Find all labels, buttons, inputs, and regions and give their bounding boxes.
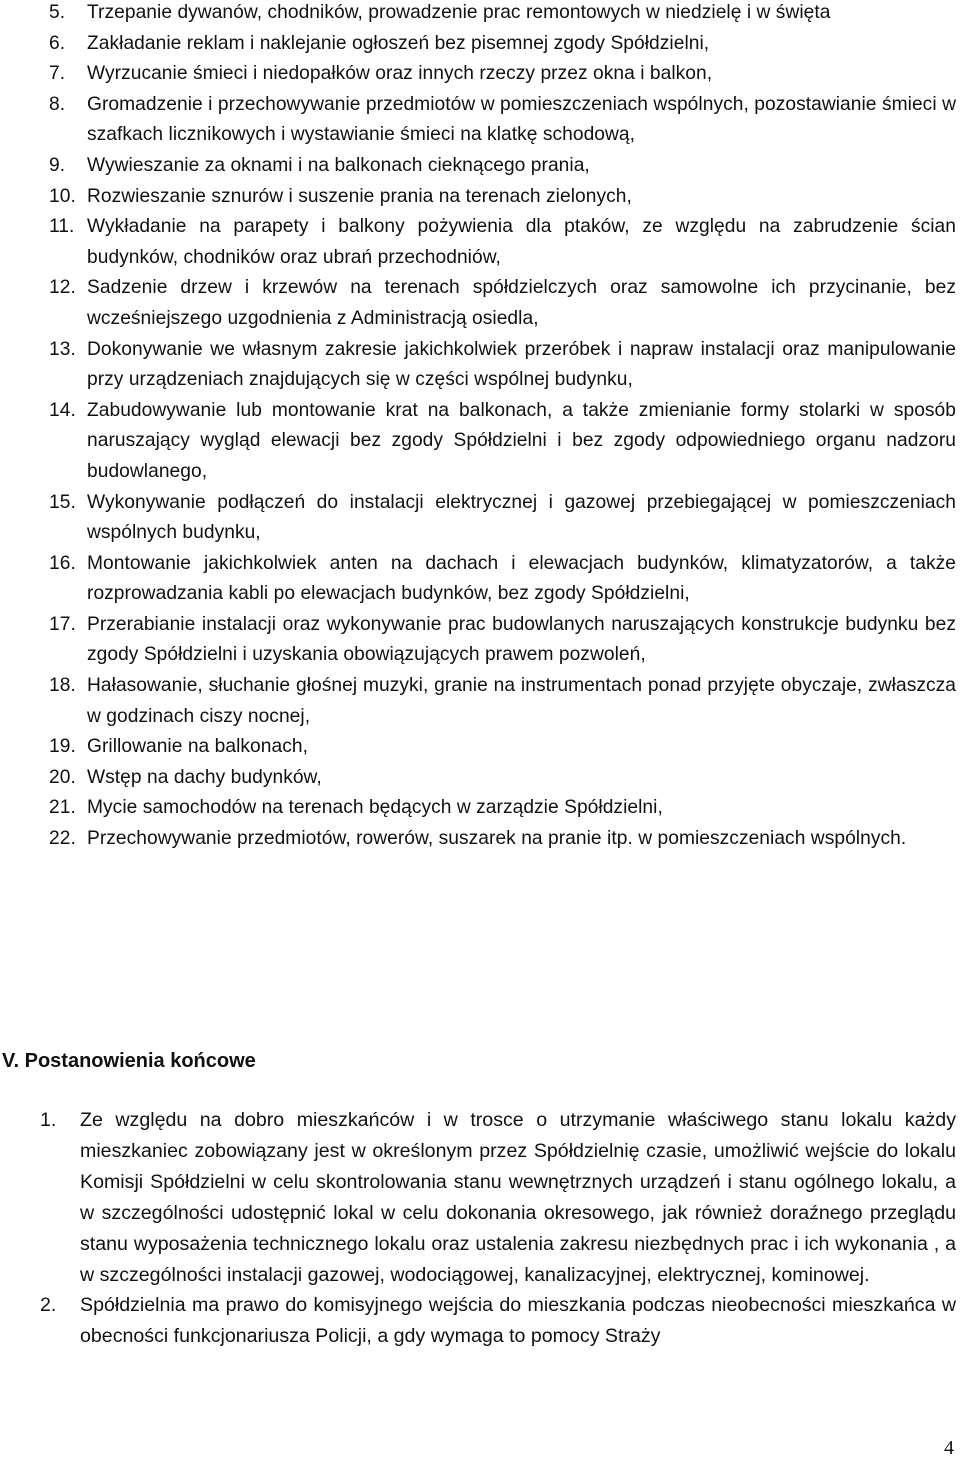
list-item bbox=[0, 671, 960, 732]
item-number: 5. bbox=[49, 2, 66, 23]
item-text: Gromadzenie i przechowywanie przedmiotów w pomieszczeniach wspólnych, pozostawianie śmieci w szafkach licznikowych i wystawianie śmieci na klatkę schodową, bbox=[87, 93, 956, 146]
item-text: Wywieszanie za oknami i na balkonach cieknącego prania, bbox=[87, 154, 590, 176]
item-number: 15. bbox=[49, 491, 76, 513]
list-item bbox=[0, 824, 960, 855]
item-text: Mycie samochodów na terenach będących w zarządzie Spółdzielni, bbox=[87, 797, 663, 819]
list-item bbox=[0, 488, 960, 549]
item-number: 10. bbox=[49, 185, 76, 207]
item-text: Ze względu na dobro mieszkańców i w trosce o utrzymanie właściwego stanu lokalu każdy mieszkaniec zobowiązany jest w określonym przez Spółdzielnię czasie, umożliwić wejście do lokalu Komisji Spółdzielni w celu skontrolowania stanu wewnętrznych urządzeń i stanu ogólnego lokalu, a w szczególności udostępnić lokal w celu dokonania okresowego, jak również doraźnego przeglądu stanu wyposażenia technicznego lokalu oraz ustalenia zakresu niezbędnych prac i ich wykonania , a w szczególności instalacji gazowej, wodociągowej, kanalizacyjnej, elektrycznej, kominowej. bbox=[80, 1109, 956, 1286]
item-number: 16. bbox=[49, 552, 76, 574]
item-text: Wykonywanie podłączeń do instalacji elektrycznej i gazowej przebiegającej w pomieszczeniach wspólnych budynku, bbox=[87, 491, 956, 544]
item-text: Wykładanie na parapety i balkony pożywienia dla ptaków, ze względu na zabrudzenie ścian budynków, chodników oraz ubrań przechodniów, bbox=[87, 216, 956, 268]
item-text: Dokonywanie we własnym zakresie jakichkolwiek przeróbek i napraw instalacji oraz manipulowanie przy urządzeniach znajdujących się w części wspólnej budynku, bbox=[87, 338, 956, 391]
item-number: 21. bbox=[49, 797, 76, 819]
list-item bbox=[0, 793, 960, 824]
item-number: 6. bbox=[49, 32, 66, 54]
item-number: 2. bbox=[40, 1294, 57, 1317]
list-item bbox=[0, 59, 960, 90]
item-number: 14. bbox=[49, 399, 76, 421]
item-number: 12. bbox=[49, 277, 76, 299]
item-text: Spółdzielnia ma prawo do komisyjnego wejścia do mieszkania podczas nieobecności mieszkańca w obecności funkcjonariusza Policji, a gdy wymaga to pomocy Straży bbox=[80, 1294, 956, 1348]
item-text: Zabudowywanie lub montowanie krat na balkonach, a także zmienianie formy stolarki w sposób naruszający wygląd elewacji bez zgody Spółdzielni i bez zgody odpowiedniego organu nadzoru budowlanego, bbox=[87, 399, 956, 482]
item-text: Zakładanie reklam i naklejanie ogłoszeń bez pisemnej zgody Spółdzielni, bbox=[87, 32, 710, 54]
list-item bbox=[0, 549, 960, 610]
list-item bbox=[0, 182, 960, 213]
list-item bbox=[0, 1290, 960, 1352]
list-item bbox=[0, 273, 960, 334]
list-item bbox=[0, 212, 960, 273]
list-item bbox=[0, 396, 960, 488]
page-number: 4 bbox=[944, 1437, 954, 1459]
item-number: 19. bbox=[49, 736, 76, 758]
item-number: 18. bbox=[49, 675, 76, 697]
list-item bbox=[0, 335, 960, 396]
item-number: 8. bbox=[49, 93, 66, 115]
list-item bbox=[0, 610, 960, 671]
list-item bbox=[0, 151, 960, 182]
item-number: 7. bbox=[49, 63, 66, 85]
item-number: 9. bbox=[49, 154, 66, 176]
item-number: 17. bbox=[49, 613, 76, 635]
item-text: Sadzenie drzew i krzewów na terenach spółdzielczych oraz samowolne ich przycinanie, bez wcześniejszego uzgodnienia z Administracją osiedla, bbox=[87, 277, 956, 329]
item-text: Wyrzucanie śmieci i niedopałków oraz innych rzeczy przez okna i balkon, bbox=[87, 63, 713, 85]
list-item bbox=[0, 29, 960, 60]
item-number: 11. bbox=[49, 216, 75, 238]
item-text: Grillowanie na balkonach, bbox=[87, 736, 308, 758]
item-text: Trzepanie dywanów, chodników, prowadzenie prac remontowych w niedzielę i w święta bbox=[87, 2, 831, 23]
item-text: Wstęp na dachy budynków, bbox=[87, 766, 322, 788]
section-heading: V. Postanowienia końcowe bbox=[2, 1050, 256, 1072]
item-text: Montowanie jakichkolwiek anten na dachach i elewacjach budynków, klimatyzatorów, a także rozprowadzania kabli po elewacjach budynków, bez zgody Spółdzielni, bbox=[87, 552, 956, 605]
item-text: Hałasowanie, słuchanie głośnej muzyki, granie na instrumentach ponad przyjęte obyczaje, zwłaszcza w godzinach ciszy nocnej, bbox=[87, 675, 956, 727]
list-item bbox=[0, 763, 960, 794]
list-item bbox=[0, 1105, 960, 1290]
item-number: 22. bbox=[49, 828, 76, 850]
item-text: Przechowywanie przedmiotów, rowerów, suszarek na pranie itp. w pomieszczeniach wspólnych. bbox=[87, 828, 907, 850]
item-number: 1. bbox=[40, 1109, 57, 1131]
list-item bbox=[0, 732, 960, 763]
list-item bbox=[0, 90, 960, 151]
item-text: Przerabianie instalacji oraz wykonywanie prac budowlanych naruszających konstrukcje budynku bez zgody Spółdzielni i uzyskania obowiązujących prawem pozwoleń, bbox=[87, 613, 956, 666]
item-number: 13. bbox=[49, 338, 76, 360]
final-provisions-list bbox=[0, 1105, 960, 1352]
list-item bbox=[0, 0, 960, 29]
item-number: 20. bbox=[49, 766, 76, 788]
item-text: Rozwieszanie sznurów i suszenie prania na terenach zielonych, bbox=[87, 185, 632, 207]
